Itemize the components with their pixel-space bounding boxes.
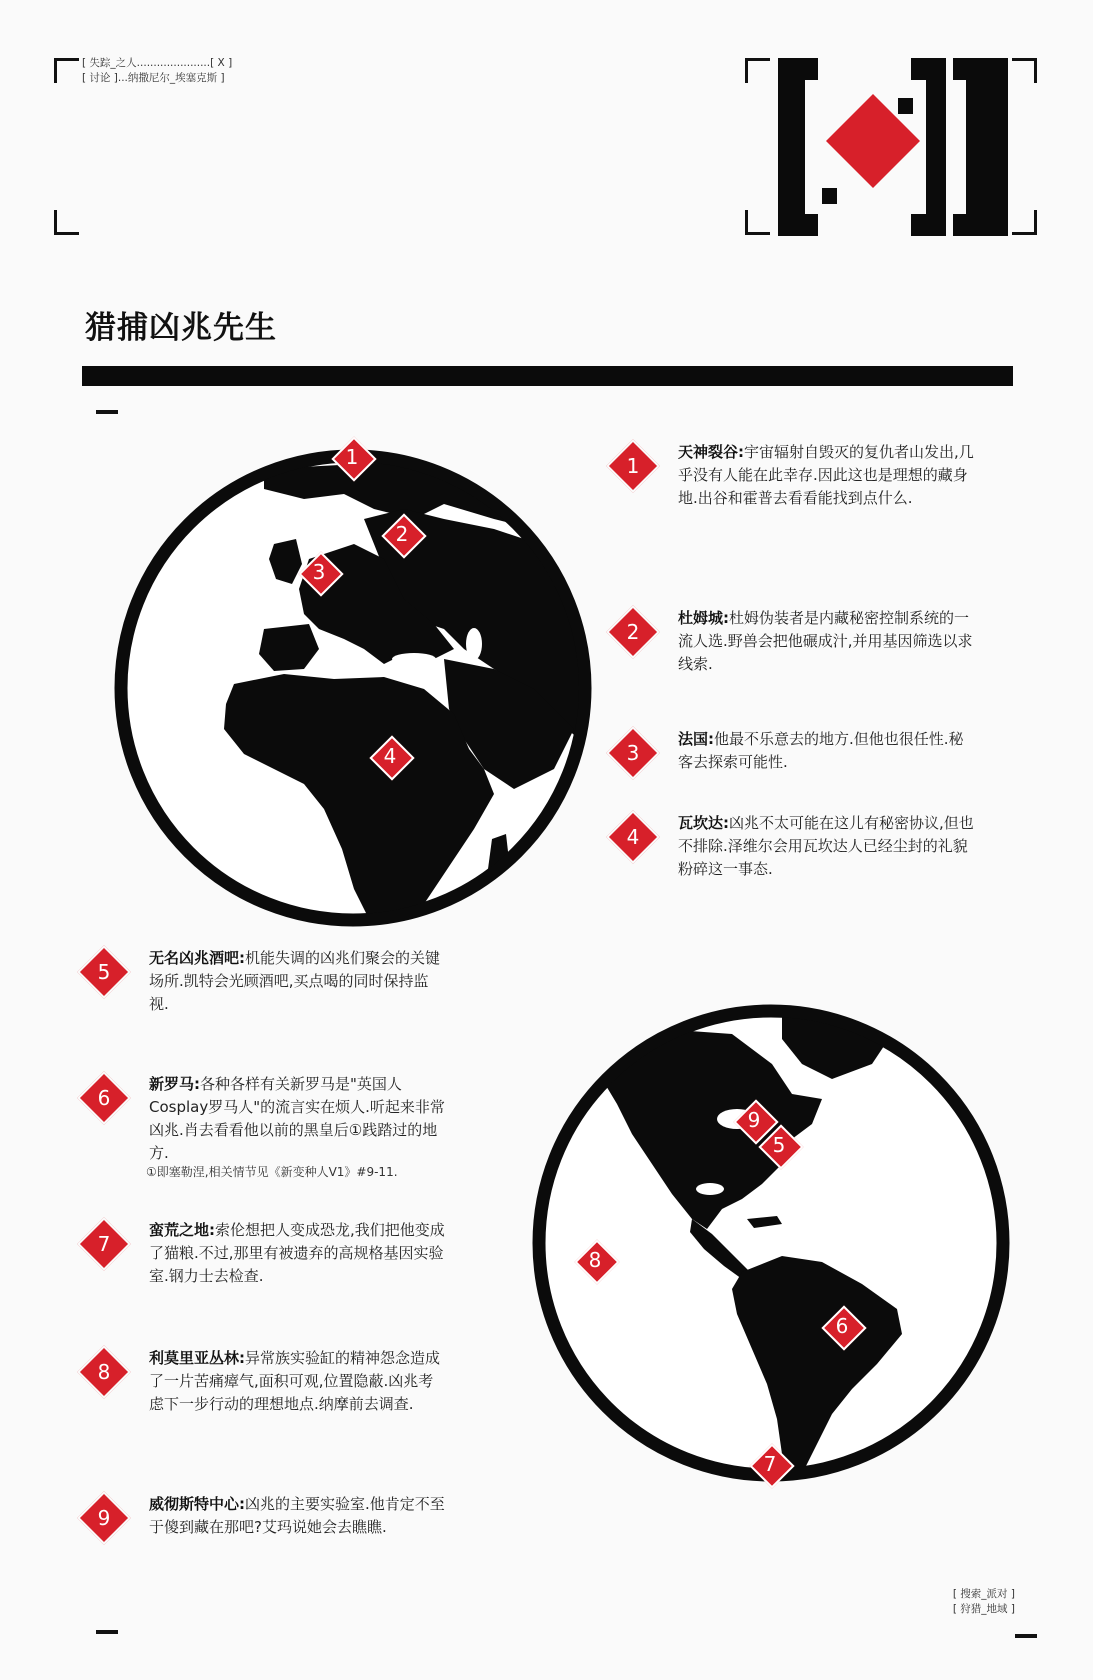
legend-item-name: 杜姆城: (678, 609, 729, 627)
legend-item-6: 6 新罗马:各种各样有关新罗马是"英国人Cosplay罗马人"的流言实在烦人.听起来非常凶兆.肖去看看他以前的黑皇后①践踏过的地方. (85, 1073, 445, 1165)
corner-bracket-logo-bottom-right (1012, 210, 1037, 235)
corner-bracket-bottom-left (54, 210, 79, 235)
page-title: 猎捕凶兆先生 (85, 310, 277, 346)
legend-item-3: 3 法国:他最不乐意去的地方.但他也很任性.秘客去探索可能性. (614, 728, 974, 774)
map-marker-4[interactable]: 4 (370, 736, 410, 776)
corner-bracket-logo-top-left (745, 58, 770, 83)
legend-item-name: 新罗马: (149, 1075, 200, 1093)
legend-item-7: 7 蛮荒之地:索伦想把人变成恐龙,我们把他变成了猫粮.不过,那里有被遗弃的高规格基因实验室.钢力士去检查. (85, 1219, 445, 1288)
footnote: ①即塞勒涅,相关情节见《新变种人V1》#9-11. (146, 1165, 398, 1179)
legend-item-name: 瓦坎达: (678, 814, 729, 832)
legend-item-2: 2 杜姆城:杜姆伪装者是内藏秘密控制系统的一流人选.野兽会把他碾成汁,并用基因筛选以求线索. (614, 607, 974, 676)
corner-bracket-logo-top-right (1012, 58, 1037, 83)
dash-marker-bottom-right (1015, 1634, 1037, 1638)
legend-item-text: 索伦想把人变成恐龙,我们把他变成了猫粮.不过,那里有被遗弃的高规格基因实验室.钢力士去检查. (149, 1221, 445, 1285)
legend-item-name: 利莫里亚丛林: (149, 1349, 245, 1367)
map-marker-2[interactable]: 2 (382, 514, 422, 554)
map-marker-5[interactable]: 5 (759, 1125, 799, 1165)
corner-bracket-logo-bottom-left (745, 210, 770, 235)
header-meta-line-1: [ 失踪_之人......................[ X ] (82, 57, 233, 69)
map-marker-6[interactable]: 6 (822, 1306, 862, 1346)
corner-bracket-top-left (54, 58, 79, 83)
legend-item-8: 8 利莫里亚丛林:异常族实验缸的精神怨念造成了一片苦痛瘴气,面积可观,位置隐蔽.凶兆考虑下一步行动的理想地点.纳摩前去调查. (85, 1347, 445, 1416)
legend-item-name: 法国: (678, 730, 714, 748)
map-marker-1[interactable]: 1 (332, 437, 372, 477)
legend-item-name: 威彻斯特中心: (149, 1495, 245, 1513)
globe-europe-africa (114, 449, 592, 927)
legend-item-1: 1 天神裂谷:宇宙辐射自毁灭的复仇者山发出,几乎没有人能在此幸存.因此这也是理想的藏身地.出谷和霍普去看看能找到点什么. (614, 441, 974, 510)
map-marker-3[interactable]: 3 (299, 552, 339, 592)
legend-item-name: 蛮荒之地: (149, 1221, 215, 1239)
footer-meta-line-1: [ 搜索_派对 ] (952, 1588, 1015, 1600)
legend-item-text: 异常族实验缸的精神怨念造成了一片苦痛瘴气,面积可观,位置隐蔽.凶兆考虑下一步行动的理想地点.纳摩前去调查. (149, 1349, 441, 1413)
map-marker-9[interactable]: 9 (734, 1100, 774, 1140)
legend-item-text: 各种各样有关新罗马是"英国人Cosplay罗马人"的流言实在烦人.听起来非常凶兆.肖去看看他以前的黑皇后①践踏过的地方. (149, 1075, 445, 1162)
header-meta (82, 56, 232, 86)
legend-item-name: 天神裂谷: (678, 443, 744, 461)
dash-marker-bottom-left (96, 1630, 118, 1634)
map-marker-7[interactable]: 7 (750, 1444, 790, 1484)
bracket-diamond-logo-icon (778, 58, 1008, 236)
legend-item-text: 凶兆不太可能在这儿有秘密协议,但也不排除.泽维尔会用瓦坎达人已经尘封的礼貌粉碎这一事态. (678, 814, 974, 878)
map-marker-8[interactable]: 8 (575, 1240, 615, 1280)
legend-item-text: 杜姆伪装者是内藏秘密控制系统的一流人选.野兽会把他碾成汁,并用基因筛选以求线索. (678, 609, 973, 673)
title-rule (82, 366, 1013, 386)
footer-meta (953, 1587, 1015, 1617)
legend-item-text: 他最不乐意去的地方.但他也很任性.秘客去探索可能性. (678, 730, 964, 771)
legend-item-text: 凶兆的主要实验室.他肯定不至于傻到藏在那吧?艾玛说她会去瞧瞧. (149, 1495, 445, 1536)
legend-item-text: 机能失调的凶兆们聚会的关键场所.凯特会光顾酒吧,买点喝的同时保持监视. (149, 949, 441, 1013)
legend-item-4: 4 瓦坎达:凶兆不太可能在这儿有秘密协议,但也不排除.泽维尔会用瓦坎达人已经尘封的礼貌粉碎这一事态. (614, 812, 974, 881)
legend-item-9: 9 威彻斯特中心:凶兆的主要实验室.他肯定不至于傻到藏在那吧?艾玛说她会去瞧瞧. (85, 1493, 445, 1539)
legend-item-name: 无名凶兆酒吧: (149, 949, 245, 967)
header-meta-line-2: [ 讨论 ]...纳撒尼尔_埃塞克斯 ] (82, 72, 225, 84)
dash-marker (96, 410, 118, 414)
legend-item-5: 5 无名凶兆酒吧:机能失调的凶兆们聚会的关键场所.凯特会光顾酒吧,买点喝的同时保持监视. (85, 947, 445, 1016)
legend-item-text: 宇宙辐射自毁灭的复仇者山发出,几乎没有人能在此幸存.因此这也是理想的藏身地.出谷和霍普去看看能找到点什么. (678, 443, 974, 507)
footer-meta-line-2: [ 狩猎_地域 ] (952, 1603, 1015, 1615)
